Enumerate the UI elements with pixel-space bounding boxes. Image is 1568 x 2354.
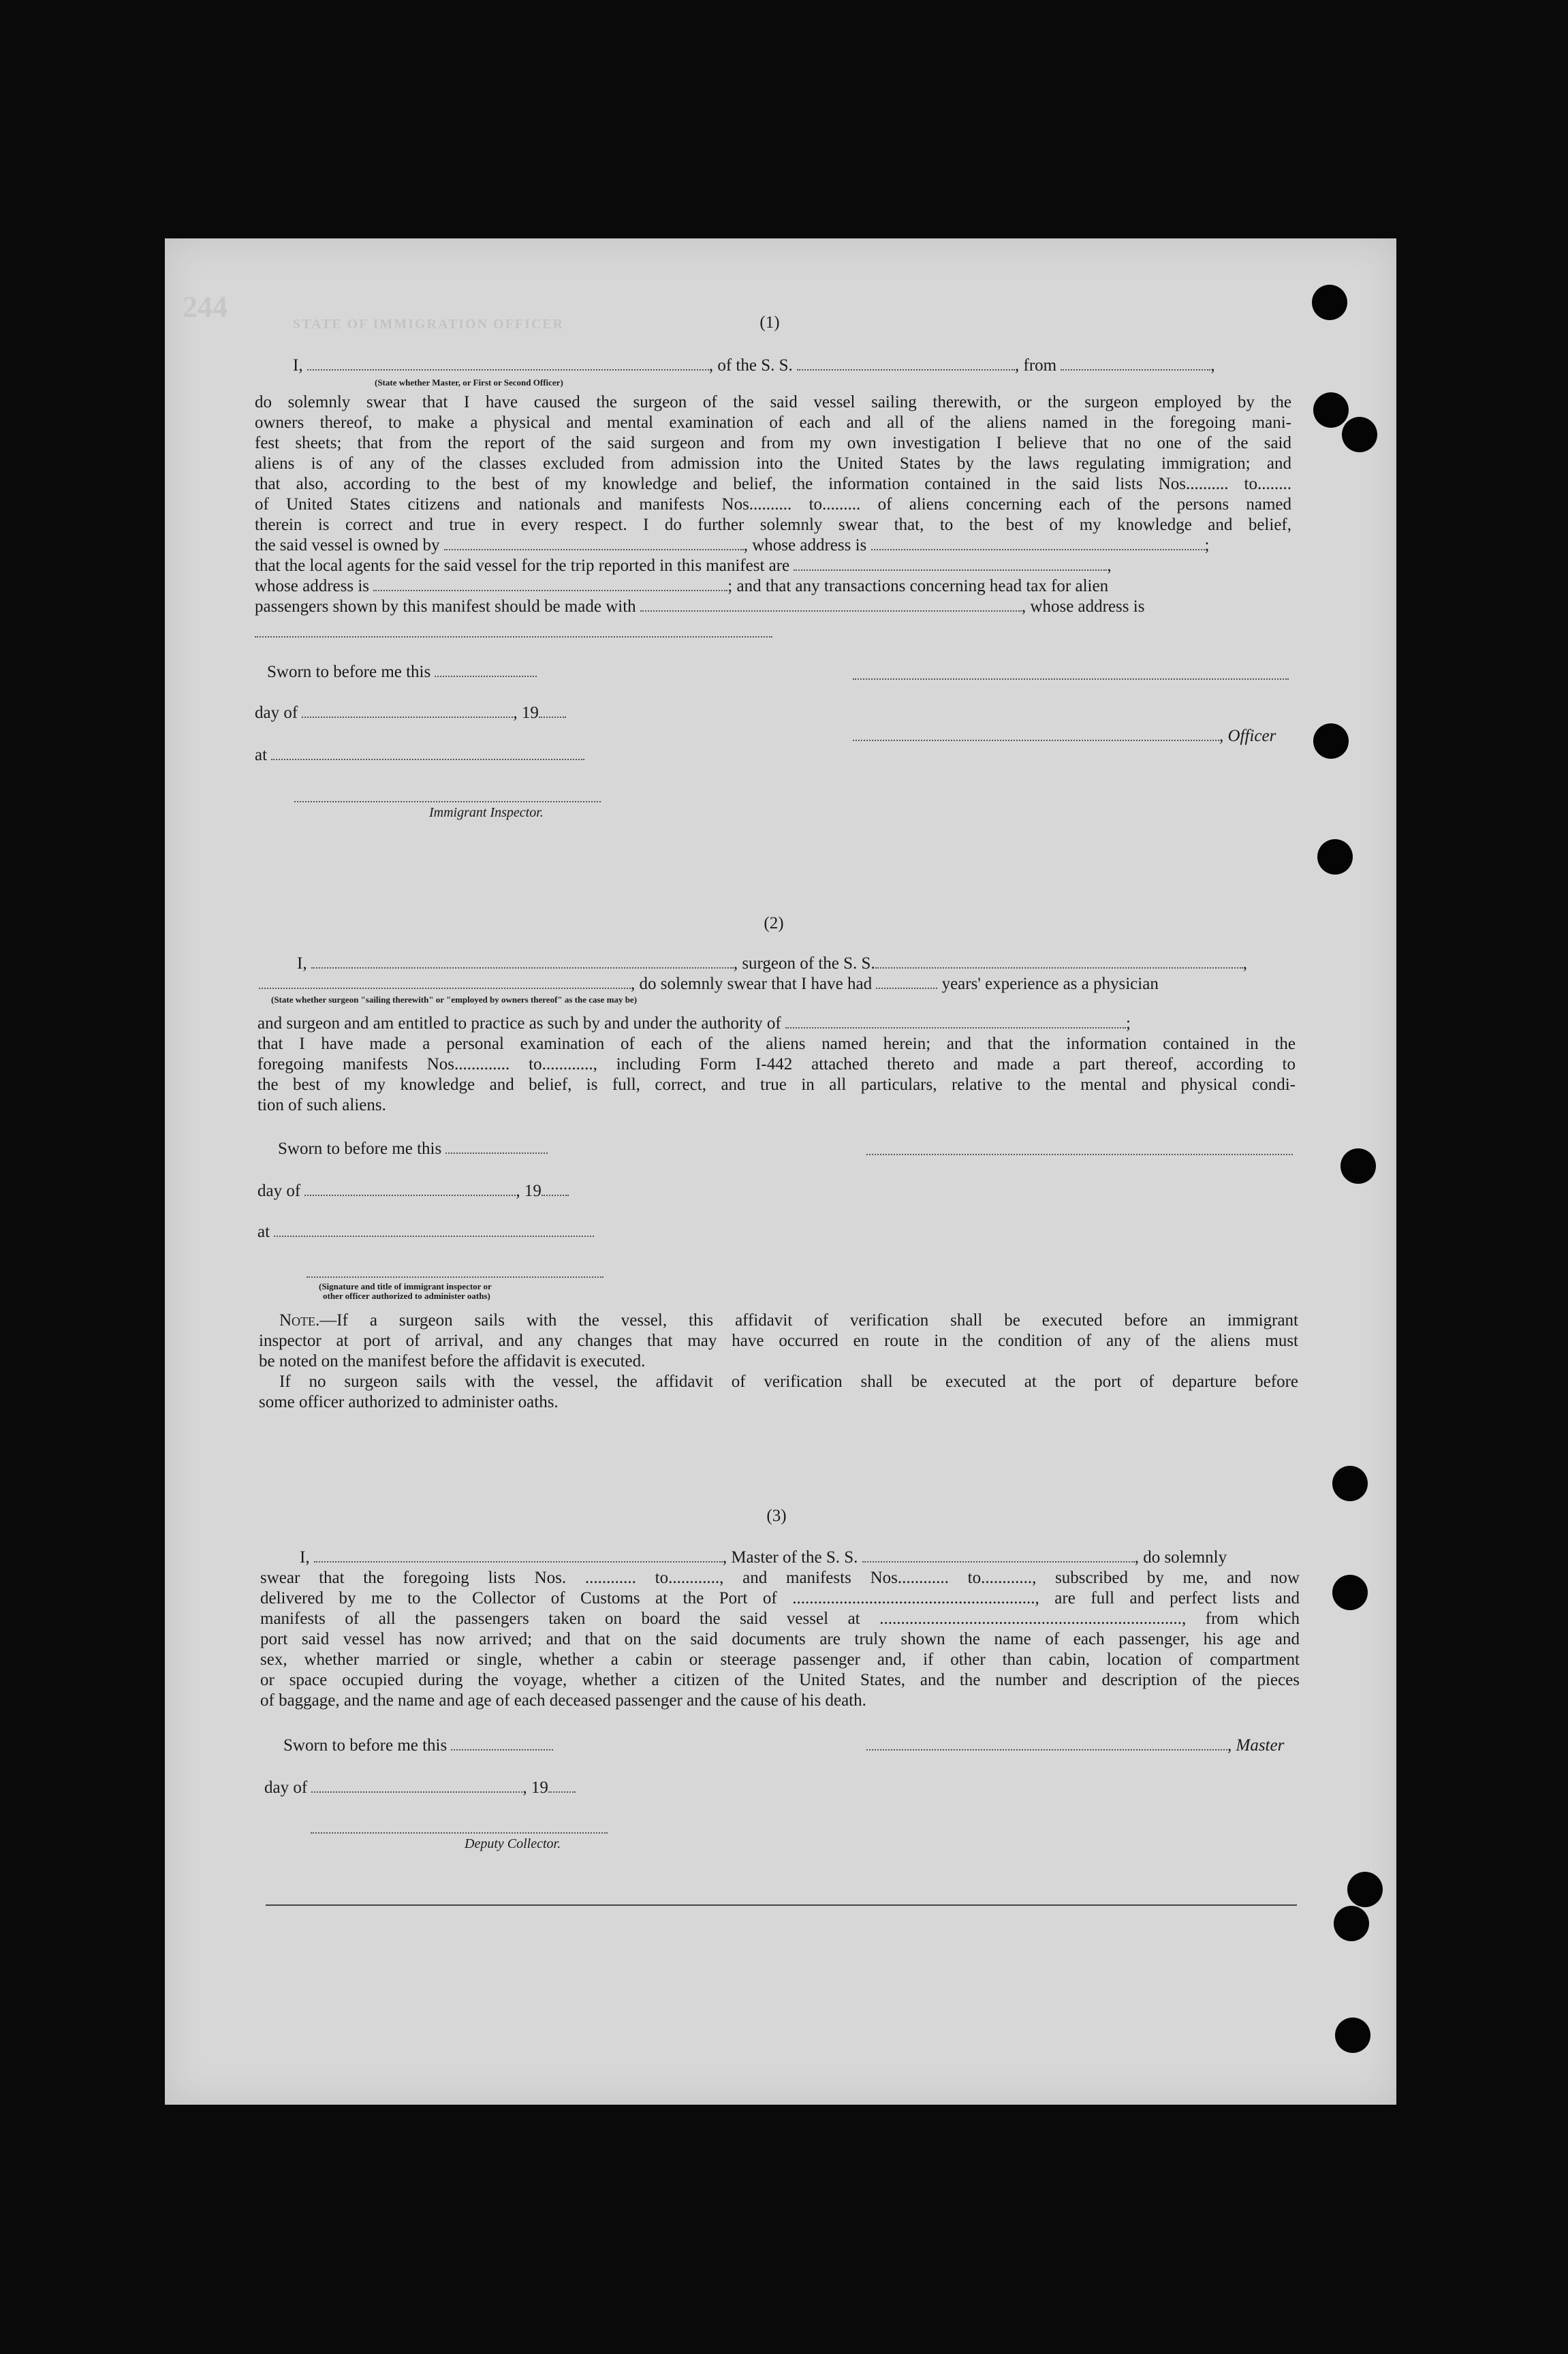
blank-authority[interactable] <box>785 1015 1126 1029</box>
section-2-day-of: day of , 19 <box>257 1181 569 1202</box>
section-3-day-of: day of , 19 <box>264 1778 576 1798</box>
signature-line-deputy-collector[interactable] <box>311 1832 608 1834</box>
blank-month-3[interactable] <box>311 1779 522 1793</box>
blank-surgeon-name[interactable] <box>311 955 734 969</box>
section-3-master-line: , Master <box>866 1736 1284 1756</box>
section-1-passengers-line: passengers shown by this manifest should be made with , whose address is <box>255 597 1145 616</box>
section-3-line: swear that the foregoing lists Nos. ............ to............, and manifests Nos............ to............, subscribed by me, and now <box>260 1569 1300 1587</box>
section-1-line: aliens is of any of the classes excluded from admission into the United States by the laws regulating immigration; and <box>255 454 1291 473</box>
section-2-solemnly: , do solemnly swear that I have had years' experience as a physician <box>259 974 1159 994</box>
section-3-line: sex, whether married or single, whether a cabin or steerage passenger and, if other than cabin, location of compartment <box>260 1650 1300 1669</box>
blank-from-port[interactable] <box>1061 357 1210 371</box>
section-1-whose-line: whose address is ; and that any transactions concerning head tax for alien <box>255 577 1109 595</box>
section-2-sworn: Sworn to before me this <box>278 1139 548 1159</box>
section-1-body <box>255 392 1291 617</box>
blank-surgeon-type[interactable] <box>259 975 631 989</box>
blank-at-place[interactable] <box>271 747 584 760</box>
section-1-owned-line: the said vessel is owned by , whose address is ; <box>255 536 1210 554</box>
section-3-line: of baggage, and the name and age of each deceased passenger and the cause of his death. <box>260 1691 866 1710</box>
note-line: be noted on the manifest before the affidavit is executed. <box>259 1352 646 1370</box>
punch-hole <box>1313 392 1349 428</box>
signature-line-surgeon[interactable] <box>866 1154 1293 1155</box>
blank-master-name[interactable] <box>314 1549 723 1563</box>
faded-header: STATE OF IMMIGRATION OFFICER <box>293 317 565 332</box>
section-3-body <box>260 1568 1300 1711</box>
section-1-opening: I, , of the S. S. , from , <box>293 356 1215 375</box>
section-3-sworn: Sworn to before me this <box>283 1736 553 1756</box>
blank-years-experience[interactable] <box>876 975 937 989</box>
punch-hole <box>1347 1872 1383 1907</box>
blank-sworn-day-2[interactable] <box>445 1140 548 1154</box>
section-3-number: (3) <box>766 1507 787 1525</box>
section-3-line: delivered by me to the Collector of Customs at the Port of ........................................................., are full and perfect lists and <box>260 1589 1300 1607</box>
inspector-title: Immigrant Inspector. <box>429 805 544 820</box>
section-1-sworn: Sworn to before me this <box>267 662 537 682</box>
section-1-line: of United States citizens and nationals and manifests Nos.......... to......... of aliens concerning each of the persons named <box>255 495 1291 514</box>
note-line: inspector at port of arrival, and any changes that may have occurred en route in the condition of any of the aliens must <box>259 1332 1298 1350</box>
blank-vessel-name-3[interactable] <box>862 1549 1135 1563</box>
section-2-number: (2) <box>764 914 784 932</box>
section-2-line: tion of such aliens. <box>257 1096 386 1114</box>
section-3-line: manifests of all the passengers taken on board the said vessel at ......................................................................., from which <box>260 1610 1300 1628</box>
signature-line-officer[interactable] <box>853 727 1219 741</box>
punch-hole <box>1342 417 1377 452</box>
signature-line-inspector[interactable] <box>294 801 601 802</box>
section-3-line: or space occupied during the voyage, whether a citizen of the United States, and the number and description of the pieces <box>260 1671 1300 1689</box>
signature-line-master[interactable] <box>866 1737 1227 1751</box>
deputy-collector-title: Deputy Collector. <box>465 1836 561 1851</box>
punch-hole <box>1334 1906 1369 1941</box>
section-1-officer-line: , Officer <box>853 726 1276 747</box>
blank-sworn-day-3[interactable] <box>451 1737 553 1751</box>
blank-vessel-name-2[interactable] <box>875 955 1243 969</box>
section-2-line: that I have made a personal examination of each of the aliens named herein; and that the information contained in the <box>257 1035 1296 1053</box>
blank-head-tax-contact[interactable] <box>640 598 1022 612</box>
blank-year-3[interactable] <box>548 1779 576 1793</box>
signature-line-oath-officer[interactable] <box>307 1276 603 1278</box>
oath-officer-note-2: other officer authorized to administer oaths) <box>323 1291 490 1301</box>
note-line: some officer authorized to administer oaths. <box>259 1393 559 1411</box>
punch-hole <box>1332 1575 1368 1610</box>
blank-sworn-day[interactable] <box>435 663 537 677</box>
blank-local-agents[interactable] <box>794 557 1107 571</box>
faded-stamp: 244 <box>183 290 228 324</box>
bottom-rule <box>266 1904 1297 1906</box>
blank-month-2[interactable] <box>304 1182 516 1196</box>
blank-officer-rank[interactable] <box>307 357 709 371</box>
section-2-surgeon-note: (State whether surgeon "sailing therewith" or "employed by owners thereof" as the case may be) <box>271 994 638 1005</box>
section-3-line: port said vessel has now arrived; and that on the said documents are truly shown the name of each passenger, his age and <box>260 1630 1300 1648</box>
punch-hole <box>1317 839 1353 875</box>
oath-officer-note-1: (Signature and title of immigrant inspector or <box>319 1281 492 1291</box>
punch-hole <box>1312 285 1347 320</box>
blank-vessel-name[interactable] <box>797 357 1015 371</box>
section-2-note <box>259 1311 1298 1413</box>
section-1-number: (1) <box>759 313 780 332</box>
section-1-line: fest sheets; that from the report of the said surgeon and from my own investigation I believe that no one of the said <box>255 434 1291 452</box>
section-1-agents-line: that the local agents for the said vessel for the trip reported in this manifest are , <box>255 556 1112 575</box>
section-1-line: that also, according to the best of my knowledge and belief, the information contained in the said lists Nos.......... to........ <box>255 475 1291 493</box>
blank-year[interactable] <box>539 704 566 718</box>
punch-hole <box>1335 2018 1370 2053</box>
punch-hole <box>1332 1466 1368 1501</box>
note-line: If no surgeon sails with the vessel, the affidavit of verification shall be executed at the port of departure before <box>279 1372 1298 1391</box>
section-1-line: therein is correct and true in every respect. I do further solemnly swear that, to the best of my knowledge and belief, <box>255 516 1291 534</box>
section-1-line: owners thereof, to make a physical and mental examination of each and all of the aliens named in the foregoing mani- <box>255 413 1291 432</box>
blank-owner[interactable] <box>444 537 744 550</box>
section-2-authority: and surgeon and am entitled to practice as such by and under the authority of ; <box>257 1014 1131 1033</box>
blank-owner-address[interactable] <box>871 537 1205 550</box>
section-2-at: at <box>257 1222 594 1242</box>
punch-hole <box>1313 723 1349 759</box>
section-1-line: do solemnly swear that I have caused the surgeon of the said vessel sailing therewith, or the surgeon employed by the <box>255 393 1291 411</box>
section-1-day-of: day of , 19 <box>255 703 566 723</box>
blank-head-tax-address[interactable] <box>255 636 772 638</box>
section-2-line: the best of my knowledge and belief, is full, correct, and true in all particulars, relative to the mental and physical condi- <box>257 1076 1296 1094</box>
section-1-at: at <box>255 745 584 766</box>
section-2-line: foregoing manifests Nos............. to............, including Form I-442 attached thereto and made a part thereof, according to <box>257 1055 1296 1073</box>
punch-hole <box>1340 1148 1376 1184</box>
blank-agents-address[interactable] <box>373 578 727 591</box>
note-line: Note.—If a surgeon sails with the vessel, this affidavit of verification shall be executed before an immigrant <box>279 1311 1298 1330</box>
blank-at-place-2[interactable] <box>274 1223 594 1237</box>
signature-line-officer-name[interactable] <box>853 678 1289 680</box>
section-1-rank-note: (State whether Master, or First or Second Officer) <box>375 377 563 388</box>
blank-year-2[interactable] <box>542 1182 569 1196</box>
blank-month[interactable] <box>302 704 513 718</box>
section-2-opening: I, , surgeon of the S. S. , <box>297 954 1247 973</box>
section-2-body <box>257 1034 1296 1116</box>
section-3-opening: I, , Master of the S. S. , do solemnly <box>300 1548 1227 1567</box>
